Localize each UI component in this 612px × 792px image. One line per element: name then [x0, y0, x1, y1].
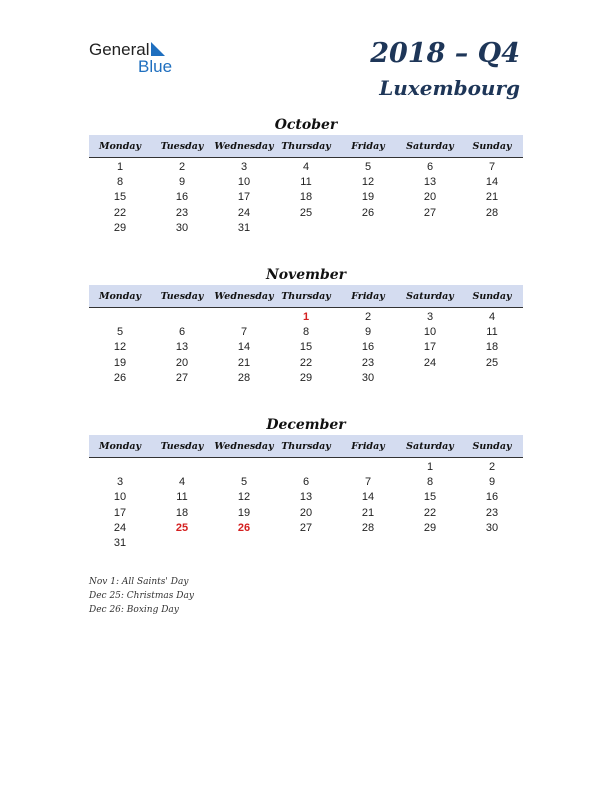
day-cell: 9 — [178, 175, 186, 188]
day-cell: 14 — [237, 341, 251, 354]
day-cell: 16 — [361, 341, 375, 354]
day-cell: 20 — [423, 191, 437, 204]
day-cell: 27 — [299, 521, 313, 534]
day-cell: 19 — [113, 356, 127, 369]
day-cell: 4 — [302, 160, 310, 173]
weekday-label: Wednesday — [214, 440, 274, 452]
day-cell: 1 — [426, 460, 434, 473]
weekday-label: Tuesday — [160, 440, 204, 452]
day-cell: 30 — [175, 221, 189, 234]
weekday-label: Saturday — [406, 290, 454, 302]
day-cell: 5 — [116, 325, 124, 338]
day-cell: 24 — [237, 206, 251, 219]
day-cell: 28 — [485, 206, 499, 219]
page-title: 2018 – Q4 — [370, 38, 520, 69]
day-cell: 28 — [361, 521, 375, 534]
month-weeks — [89, 308, 523, 385]
day-cell: 13 — [175, 341, 189, 354]
day-cell: 26 — [361, 206, 375, 219]
day-cell: 15 — [299, 341, 313, 354]
weekday-label: Monday — [98, 140, 142, 152]
weekday-label: Friday — [351, 290, 385, 302]
day-cell: 9 — [364, 325, 372, 338]
day-cell: 10 — [423, 325, 437, 338]
weekday-label: Sunday — [472, 440, 512, 452]
weekday-label: Sunday — [472, 140, 512, 152]
day-cell: 14 — [485, 175, 499, 188]
day-cell: 17 — [237, 191, 251, 204]
day-cell: 24 — [113, 521, 127, 534]
month-weeks — [89, 458, 523, 551]
month-title: December — [266, 417, 346, 433]
day-cell: 16 — [175, 191, 189, 204]
week-row — [89, 474, 523, 489]
day-cell: 21 — [485, 191, 499, 204]
day-cell: 19 — [237, 506, 251, 519]
day-cell: 3 — [240, 160, 248, 173]
weekday-label: Friday — [351, 440, 385, 452]
week-row — [89, 370, 523, 385]
day-cell: 6 — [426, 160, 434, 173]
day-cell: 25 — [485, 356, 499, 369]
day-cell: 7 — [364, 475, 372, 488]
day-cell: 22 — [113, 206, 127, 219]
day-cell: 23 — [361, 356, 375, 369]
day-cell: 9 — [488, 475, 496, 488]
day-cell: 21 — [361, 506, 375, 519]
day-cell: 7 — [488, 160, 496, 173]
day-cell: 10 — [113, 491, 127, 504]
day-cell: 27 — [423, 206, 437, 219]
logo-blue-text: Blue — [138, 57, 173, 76]
month-title: October — [274, 117, 338, 133]
week-row — [89, 220, 523, 235]
day-cell: 26 — [113, 371, 127, 384]
day-cell: 22 — [299, 356, 313, 369]
day-cell: 2 — [488, 460, 496, 473]
day-cell: 19 — [361, 191, 375, 204]
day-cell: 18 — [299, 191, 313, 204]
weekday-label: Saturday — [406, 440, 454, 452]
holiday-notes — [89, 575, 194, 617]
day-cell: 11 — [486, 325, 498, 338]
day-cell: 12 — [237, 491, 251, 504]
month-title: November — [265, 267, 347, 283]
day-cell: 18 — [485, 341, 499, 354]
day-cell: 5 — [364, 160, 372, 173]
day-cell: 1 — [116, 160, 124, 173]
week-row — [89, 535, 523, 550]
day-cell: 4 — [178, 475, 186, 488]
day-cell: 25 — [299, 206, 313, 219]
weekday-header — [89, 135, 523, 158]
day-cell: 15 — [113, 191, 127, 204]
weekday-label: Saturday — [406, 140, 454, 152]
logo-triangle-icon — [151, 42, 165, 56]
day-cell: 12 — [113, 341, 127, 354]
week-row — [89, 205, 523, 220]
logo — [89, 40, 189, 80]
day-cell: 10 — [237, 175, 251, 188]
day-cell: 12 — [361, 175, 375, 188]
week-row — [89, 174, 523, 189]
day-cell: 17 — [423, 341, 437, 354]
weekday-label: Thursday — [281, 140, 331, 152]
logo-general-text: General — [89, 40, 150, 59]
day-cell: 11 — [300, 175, 312, 188]
day-cell: 3 — [426, 310, 434, 323]
day-cell: 25 — [175, 521, 189, 534]
day-cell: 4 — [488, 310, 496, 323]
day-cell: 17 — [113, 506, 127, 519]
month-december — [89, 415, 523, 551]
holiday-note: Dec 26: Boxing Day — [89, 605, 179, 615]
day-cell: 24 — [423, 356, 437, 369]
week-row — [89, 459, 523, 474]
day-cell: 29 — [299, 371, 313, 384]
month-november — [89, 265, 523, 385]
day-cell: 5 — [240, 475, 248, 488]
day-cell: 26 — [237, 521, 251, 534]
weekday-label: Tuesday — [160, 140, 204, 152]
day-cell: 31 — [237, 221, 251, 234]
day-cell: 21 — [237, 356, 251, 369]
day-cell: 30 — [361, 371, 375, 384]
month-weeks — [89, 158, 523, 235]
weekday-header — [89, 285, 523, 308]
day-cell: 29 — [113, 221, 127, 234]
day-cell: 2 — [178, 160, 186, 173]
day-cell: 8 — [116, 175, 124, 188]
weekday-label: Friday — [351, 140, 385, 152]
day-cell: 8 — [302, 325, 310, 338]
day-cell: 3 — [116, 475, 124, 488]
weekday-label: Monday — [98, 440, 142, 452]
weekday-label: Wednesday — [214, 290, 274, 302]
country-name: Luxembourg — [379, 76, 520, 100]
day-cell: 13 — [423, 175, 437, 188]
day-cell: 20 — [175, 356, 189, 369]
day-cell: 6 — [302, 475, 310, 488]
day-cell: 22 — [423, 506, 437, 519]
day-cell: 7 — [240, 325, 248, 338]
weekday-label: Thursday — [281, 290, 331, 302]
weekday-label: Sunday — [472, 290, 512, 302]
day-cell: 6 — [178, 325, 186, 338]
day-cell: 15 — [423, 491, 437, 504]
week-row — [89, 340, 523, 355]
holiday-note: Dec 25: Christmas Day — [89, 591, 194, 601]
day-cell: 28 — [237, 371, 251, 384]
month-october — [89, 115, 523, 235]
day-cell: 23 — [485, 506, 499, 519]
day-cell: 1 — [302, 310, 310, 323]
week-row — [89, 520, 523, 535]
week-row — [89, 324, 523, 339]
weekday-label: Thursday — [281, 440, 331, 452]
weekday-header — [89, 435, 523, 458]
day-cell: 13 — [299, 491, 313, 504]
day-cell: 8 — [426, 475, 434, 488]
weekday-label: Tuesday — [160, 290, 204, 302]
weekday-label: Wednesday — [214, 140, 274, 152]
day-cell: 31 — [113, 537, 127, 550]
week-row — [89, 190, 523, 205]
day-cell: 29 — [423, 521, 437, 534]
week-row — [89, 309, 523, 324]
day-cell: 16 — [485, 491, 499, 504]
day-cell: 18 — [175, 506, 189, 519]
day-cell: 20 — [299, 506, 313, 519]
day-cell: 2 — [364, 310, 372, 323]
day-cell: 11 — [176, 491, 188, 504]
day-cell: 14 — [361, 491, 375, 504]
holiday-note: Nov 1: All Saints' Day — [89, 577, 189, 587]
week-row — [89, 505, 523, 520]
week-row — [89, 159, 523, 174]
day-cell: 27 — [175, 371, 189, 384]
week-row — [89, 490, 523, 505]
weekday-label: Monday — [98, 290, 142, 302]
week-row — [89, 355, 523, 370]
day-cell: 30 — [485, 521, 499, 534]
day-cell: 23 — [175, 206, 189, 219]
